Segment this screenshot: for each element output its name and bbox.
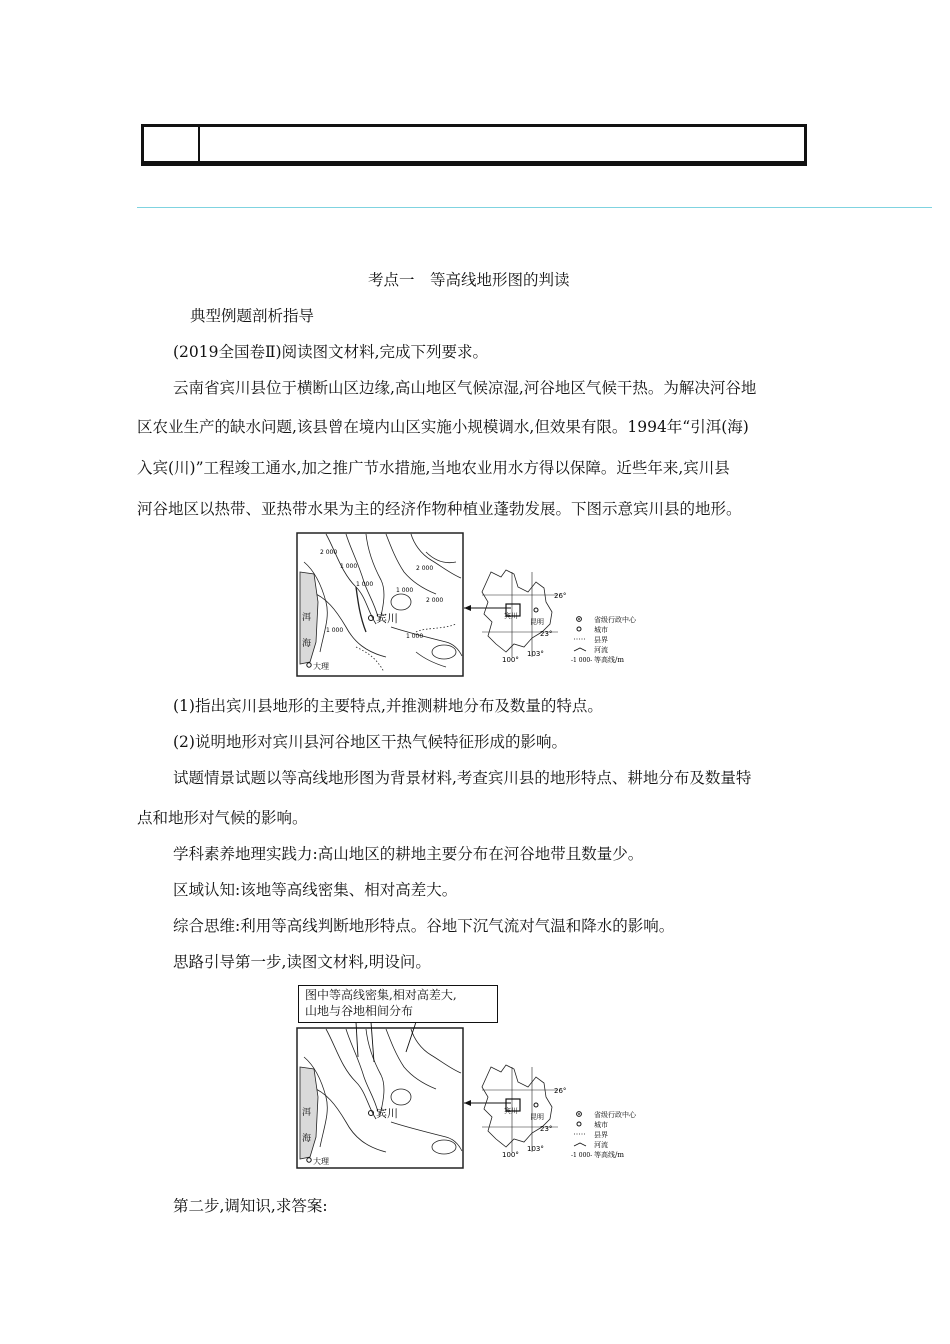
inset-label-binchuan: 宾川 bbox=[504, 1107, 518, 1115]
analysis-line: 点和地形对气候的影响。 bbox=[137, 809, 308, 827]
svg-text:河流: 河流 bbox=[594, 646, 608, 654]
svg-text:省级行政中心: 省级行政中心 bbox=[594, 616, 636, 624]
analysis-line: 综合思维:利用等高线判断地形特点。谷地下沉气流对气温和降水的影响。 bbox=[173, 917, 675, 935]
svg-text:省级行政中心: 省级行政中心 bbox=[594, 1111, 636, 1119]
inset-label-binchuan: 宾川 bbox=[504, 612, 518, 620]
separator-rule bbox=[137, 207, 932, 208]
question-2: (2)说明地形对宾川县河谷地区干热气候特征形成的影响。 bbox=[173, 733, 567, 751]
svg-text:城市: 城市 bbox=[594, 626, 608, 634]
map-legend bbox=[571, 1110, 637, 1159]
step-two: 第二步,调知识,求答案: bbox=[173, 1197, 328, 1215]
contour-label: 1 000 bbox=[326, 627, 344, 634]
svg-text:等高线/m: 等高线/m bbox=[594, 1151, 624, 1159]
contour-label: 1 000 bbox=[356, 581, 374, 588]
city-label-binchuan: 宾川 bbox=[376, 612, 398, 625]
lake-label: 海 bbox=[302, 1134, 312, 1144]
contour-label: 2 000 bbox=[320, 549, 338, 556]
svg-text:河流: 河流 bbox=[594, 1141, 608, 1149]
contour-label: 1 000 bbox=[340, 563, 358, 570]
city-label-binchuan: 宾川 bbox=[376, 1107, 398, 1120]
analysis-line: 区域认知:该地等高线密集、相对高差大。 bbox=[173, 881, 458, 899]
lat-label: 23° bbox=[540, 1125, 553, 1133]
city-label-dali: 大理 bbox=[313, 662, 329, 671]
lon-label: 103° bbox=[527, 1145, 544, 1153]
lon-label: 103° bbox=[527, 650, 544, 658]
subheading: 典型例题剖析指导 bbox=[190, 307, 315, 325]
inset-label-kunming: 昆明 bbox=[530, 618, 544, 626]
header-box bbox=[141, 124, 807, 164]
question-1: (1)指出宾川县地形的主要特点,并推测耕地分布及数量的特点。 bbox=[173, 697, 603, 715]
material-line: 河谷地区以热带、亚热带水果为主的经济作物种植业蓬勃发展。下图示意宾川县的地形。 bbox=[137, 500, 742, 518]
lon-label: 100° bbox=[502, 656, 519, 664]
lake-label: 洱 bbox=[302, 1108, 312, 1118]
analysis-line: 试题情景试题以等高线地形图为背景材料,考查宾川县的地形特点、耕地分布及数量特 bbox=[173, 769, 752, 787]
lon-label: 100° bbox=[502, 1151, 519, 1159]
svg-text:-1 000-: -1 000- bbox=[571, 657, 593, 664]
lat-label: 23° bbox=[540, 630, 553, 638]
lake-label: 海 bbox=[302, 639, 312, 649]
svg-text:-1 000-: -1 000- bbox=[571, 1152, 593, 1159]
city-label-dali: 大理 bbox=[313, 1157, 329, 1166]
contour-label: 1 000 bbox=[406, 633, 424, 640]
lat-label: 26° bbox=[554, 1087, 567, 1095]
svg-text:城市: 城市 bbox=[594, 1121, 608, 1129]
callout-line: 图中等高线密集,相对高差大, bbox=[305, 988, 457, 1002]
inset-label-kunming: 昆明 bbox=[530, 1113, 544, 1121]
yunnan-outline bbox=[482, 570, 552, 652]
header-divider bbox=[198, 127, 200, 161]
lat-label: 26° bbox=[554, 592, 567, 600]
city-marker bbox=[307, 663, 311, 667]
terrain-map-figure-annotated bbox=[296, 1022, 676, 1170]
question-source: (2019全国卷Ⅱ)阅读图文材料,完成下列要求。 bbox=[173, 343, 489, 361]
svg-text:县界: 县界 bbox=[594, 1131, 608, 1139]
map-legend bbox=[571, 615, 637, 664]
material-line: 云南省宾川县位于横断山区边缘,高山地区气候凉湿,河谷地区气候干热。为解决河谷地 bbox=[173, 379, 757, 397]
analysis-line: 学科素养地理实践力:高山地区的耕地主要分布在河谷地带且数量少。 bbox=[173, 845, 644, 863]
callout-line: 山地与谷地相间分布 bbox=[305, 1004, 414, 1018]
contour-label: 2 000 bbox=[416, 565, 434, 572]
svg-text:等高线/m: 等高线/m bbox=[594, 656, 624, 664]
contour-label: 1 000 bbox=[396, 587, 414, 594]
analysis-line: 思路引导第一步,读图文材料,明设问。 bbox=[173, 953, 431, 971]
lake-label: 洱 bbox=[302, 613, 312, 623]
figure-callout bbox=[298, 985, 498, 1023]
svg-text:县界: 县界 bbox=[594, 636, 608, 644]
material-line: 入宾(川)”工程竣工通水,加之推广节水措施,当地农业用水方得以保障。近些年来,宾川县 bbox=[137, 459, 730, 477]
section-heading: 考点一 等高线地形图的判读 bbox=[368, 271, 570, 289]
terrain-map-figure bbox=[296, 532, 676, 680]
contour-label: 2 000 bbox=[426, 597, 444, 604]
material-line: 区农业生产的缺水问题,该县曾在境内山区实施小规模调水,但效果有限。1994年“引洱(海) bbox=[137, 418, 749, 436]
